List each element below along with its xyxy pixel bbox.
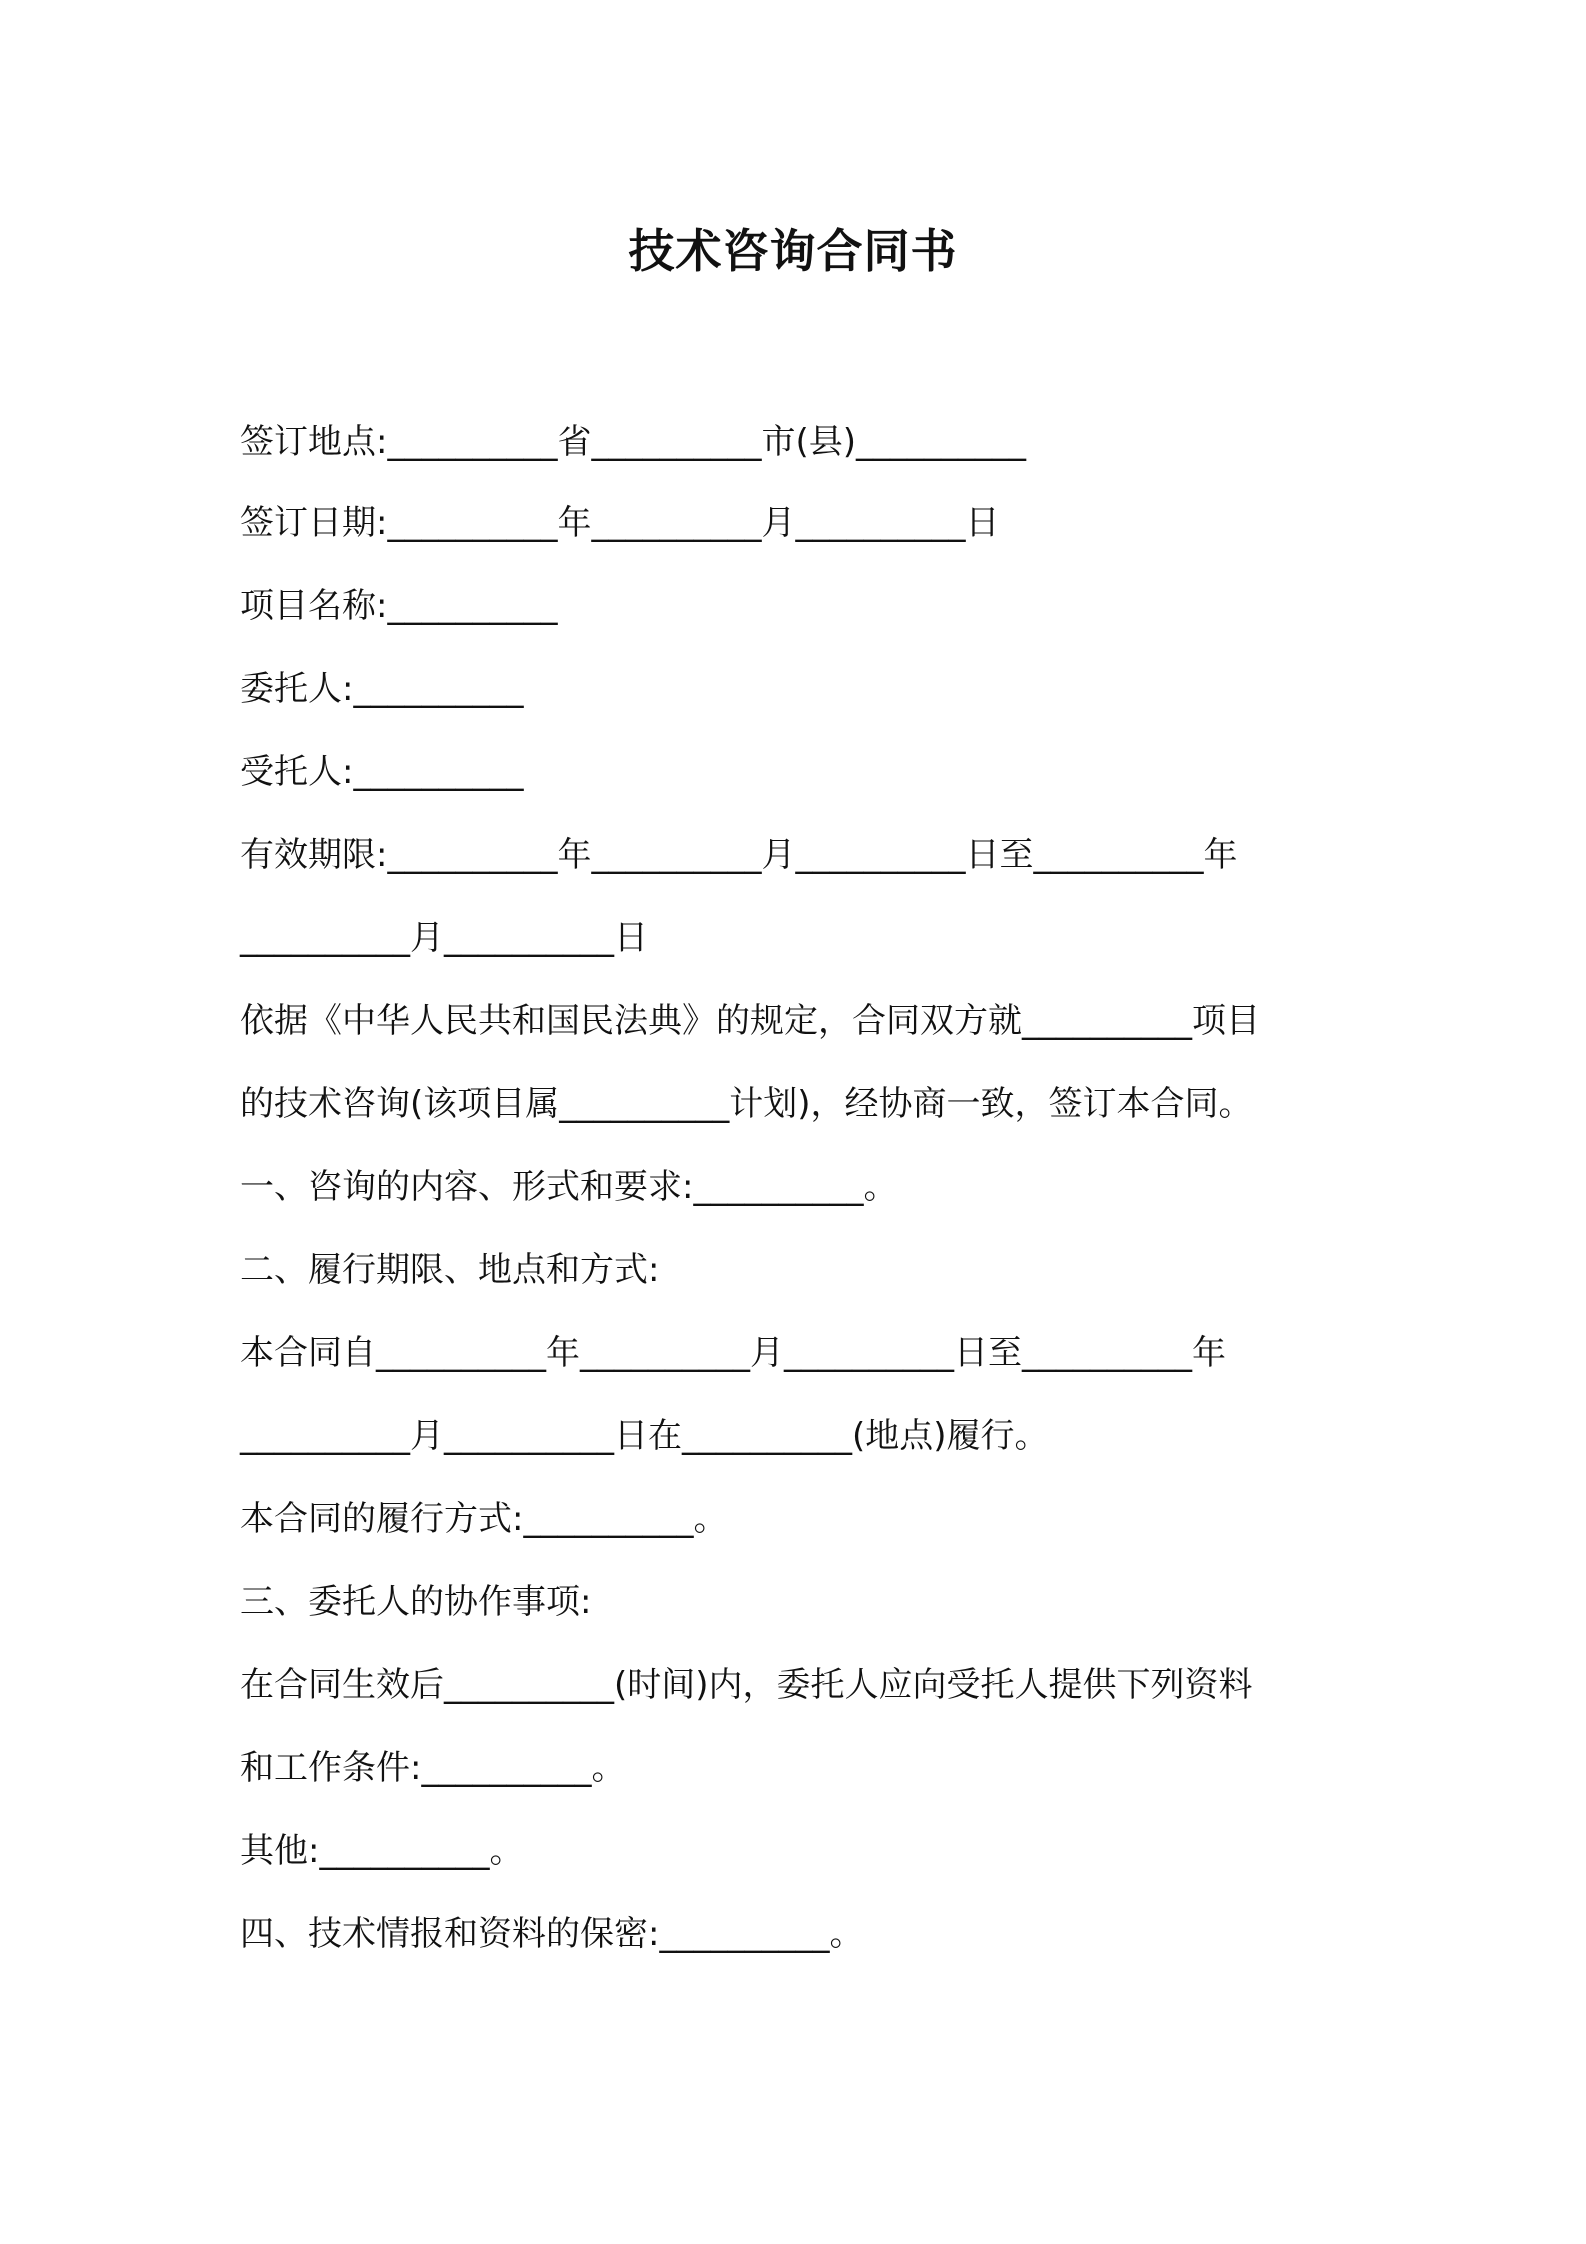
project-name-line: 项目名称:__________	[240, 586, 558, 626]
consultant-line: 受托人:__________	[240, 752, 524, 792]
document-title: 技术咨询合同书	[628, 224, 958, 278]
validity-period-line-cont: __________月__________日	[240, 918, 648, 958]
signing-date-line: 签订日期:__________年__________月__________日	[240, 503, 1000, 543]
cooperation-line-2: 和工作条件:__________。	[240, 1748, 626, 1788]
preamble-line-1: 依据《中华人民共和国民法典》的规定，合同双方就__________项目	[240, 1001, 1260, 1041]
performance-period-line-2: __________月__________日在__________(地点)履行。	[240, 1416, 1049, 1456]
performance-method-line: 本合同的履行方式:__________。	[240, 1499, 728, 1539]
validity-period-line: 有效期限:__________年__________月__________日至__________年	[240, 835, 1238, 875]
section-1-heading: 一、咨询的内容、形式和要求:__________。	[240, 1167, 898, 1207]
client-line: 委托人:__________	[240, 669, 524, 709]
performance-period-line-1: 本合同自__________年__________月__________日至__________年	[240, 1333, 1226, 1373]
signing-place-line: 签订地点:__________省__________市(县)__________	[240, 422, 1026, 462]
preamble-line-2: 的技术咨询(该项目属__________计划)，经协商一致，签订本合同。	[240, 1084, 1253, 1124]
section-3-heading: 三、委托人的协作事项:	[240, 1582, 592, 1622]
section-2-heading: 二、履行期限、地点和方式:	[240, 1250, 660, 1290]
other-line: 其他:__________。	[240, 1831, 524, 1871]
cooperation-line-1: 在合同生效后__________(时间)内，委托人应向受托人提供下列资料	[240, 1665, 1253, 1705]
section-4-heading: 四、技术情报和资料的保密:__________。	[240, 1914, 864, 1954]
